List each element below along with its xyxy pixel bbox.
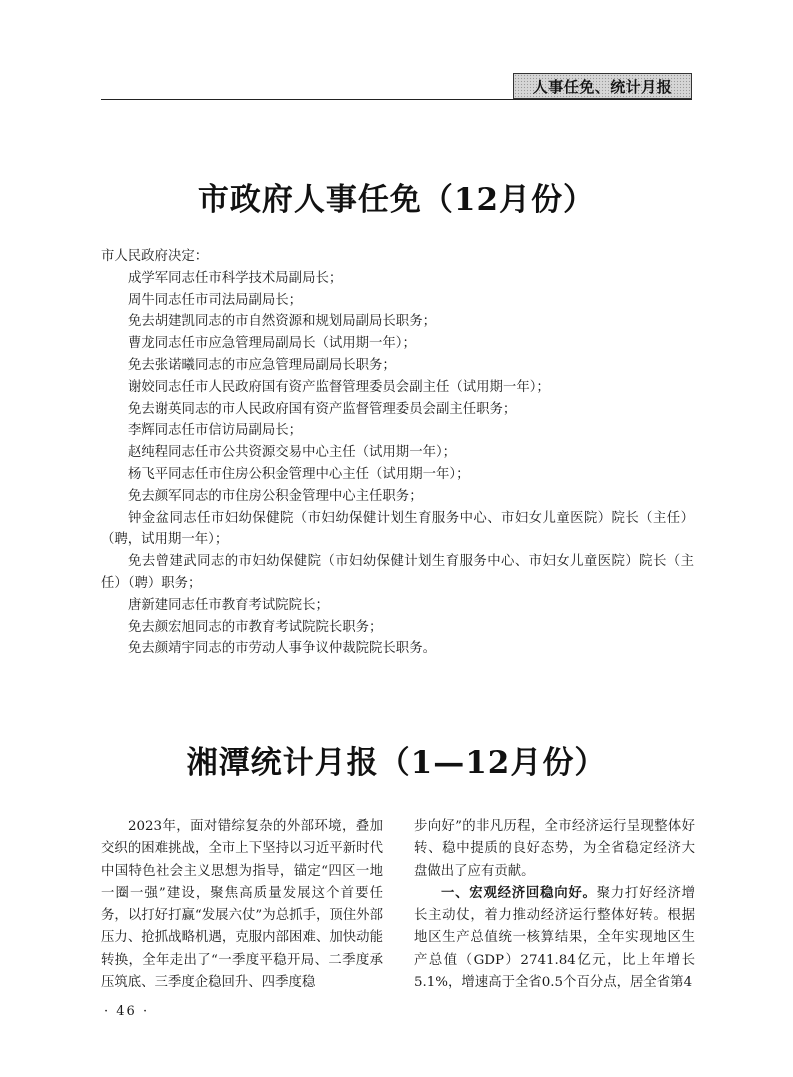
appointment-item: 免去张诺曦同志的市应急管理局副局长职务；	[128, 357, 396, 373]
appointment-item: 免去胡建凯同志的市自然资源和规划局副局长职务；	[128, 314, 436, 330]
appointments-list	[101, 246, 694, 660]
appointment-item: 赵纯程同志任市公共资源交易中心主任（试用期一年）；	[128, 445, 457, 461]
appointment-item: 免去颜军同志的市住房公积金管理中心主任职务；	[128, 488, 423, 504]
appointment-item: 免去颜靖宇同志的市劳动人事争议仲裁院院长职务。	[128, 641, 436, 657]
section-text: 聚力打好经济增长主动仗，着力推动经济运行整体好转。根据地区生产总值统一核算结果，全年实现地区生产总值（GDP）2741.84亿元，比上年增长5.1%，增速高于全省0.5个百分点，居全省第4	[414, 885, 696, 991]
appointment-item: 免去谢英同志的市人民政府国有资产监督管理委员会副主任职务；	[128, 401, 517, 417]
appointments-title: 市政府人事任免（12月份）	[197, 182, 596, 218]
header-rule	[101, 99, 692, 100]
section-tag: 人事任免、统计月报	[513, 73, 692, 99]
appointment-item: 谢姣同志任市人民政府国有资产监督管理委员会副主任（试用期一年）；	[128, 379, 550, 395]
appointment-item: 钟金盆同志任市妇幼保健院（市妇幼保健计划生育服务中心、市妇女儿童医院）院长（主任）（聘，试用期一年）；	[101, 510, 694, 548]
appointment-item: 李辉同志任市信访局副局长；	[128, 423, 303, 439]
statistics-paragraph-1-continued: 步向好”的非凡历程，全市经济运行呈现整体好转、稳中提质的良好态势，为全省稳定经济大盘做出了应有贡献。	[414, 819, 695, 879]
appointment-item: 成学军同志任市科学技术局副局长；	[128, 270, 343, 286]
page-number: · 46 ·	[104, 1004, 150, 1019]
appointment-item: 杨飞平同志任市住房公积金管理中心主任（试用期一年）；	[128, 466, 470, 482]
statistics-paragraph-1: 2023年，面对错综复杂的外部环境，叠加交织的困难挑战，全市上下坚持以习近平新时代中国特色社会主义思想为指导，锚定“四区一地一圈一强”建设，聚焦高质量发展这个首要任务，以打好打赢“发展六仗”为总抓手，顶住外部压力、抢抓战略机遇，克服内部困难、加快动能转换，全年走出了“一季度平稳开局、二季度承压筑底、三季度企稳回升、四季度稳	[101, 819, 383, 991]
section-heading: 一、宏观经济回稳向好。	[441, 885, 597, 901]
appointment-item: 免去曾建武同志的市妇幼保健院（市妇幼保健计划生育服务中心、市妇女儿童医院）院长（主任）（聘）职务；	[101, 554, 694, 591]
statistics-column-left	[101, 816, 383, 994]
statistics-paragraph-2	[414, 883, 695, 994]
appointment-item: 曹龙同志任市应急管理局副局长（试用期一年）；	[128, 336, 416, 352]
statistics-column-right	[414, 816, 695, 994]
statistics-title: 湘潭统计月报（1—12月份）	[186, 745, 607, 781]
appointment-item: 唐新建同志任市教育考试院院长；	[128, 597, 329, 613]
appointment-item: 免去颜宏旭同志的市教育考试院院长职务；	[128, 619, 383, 635]
appointment-item: 周牛同志任市司法局副局长；	[128, 292, 303, 308]
appointments-intro: 市人民政府决定：	[101, 249, 209, 264]
